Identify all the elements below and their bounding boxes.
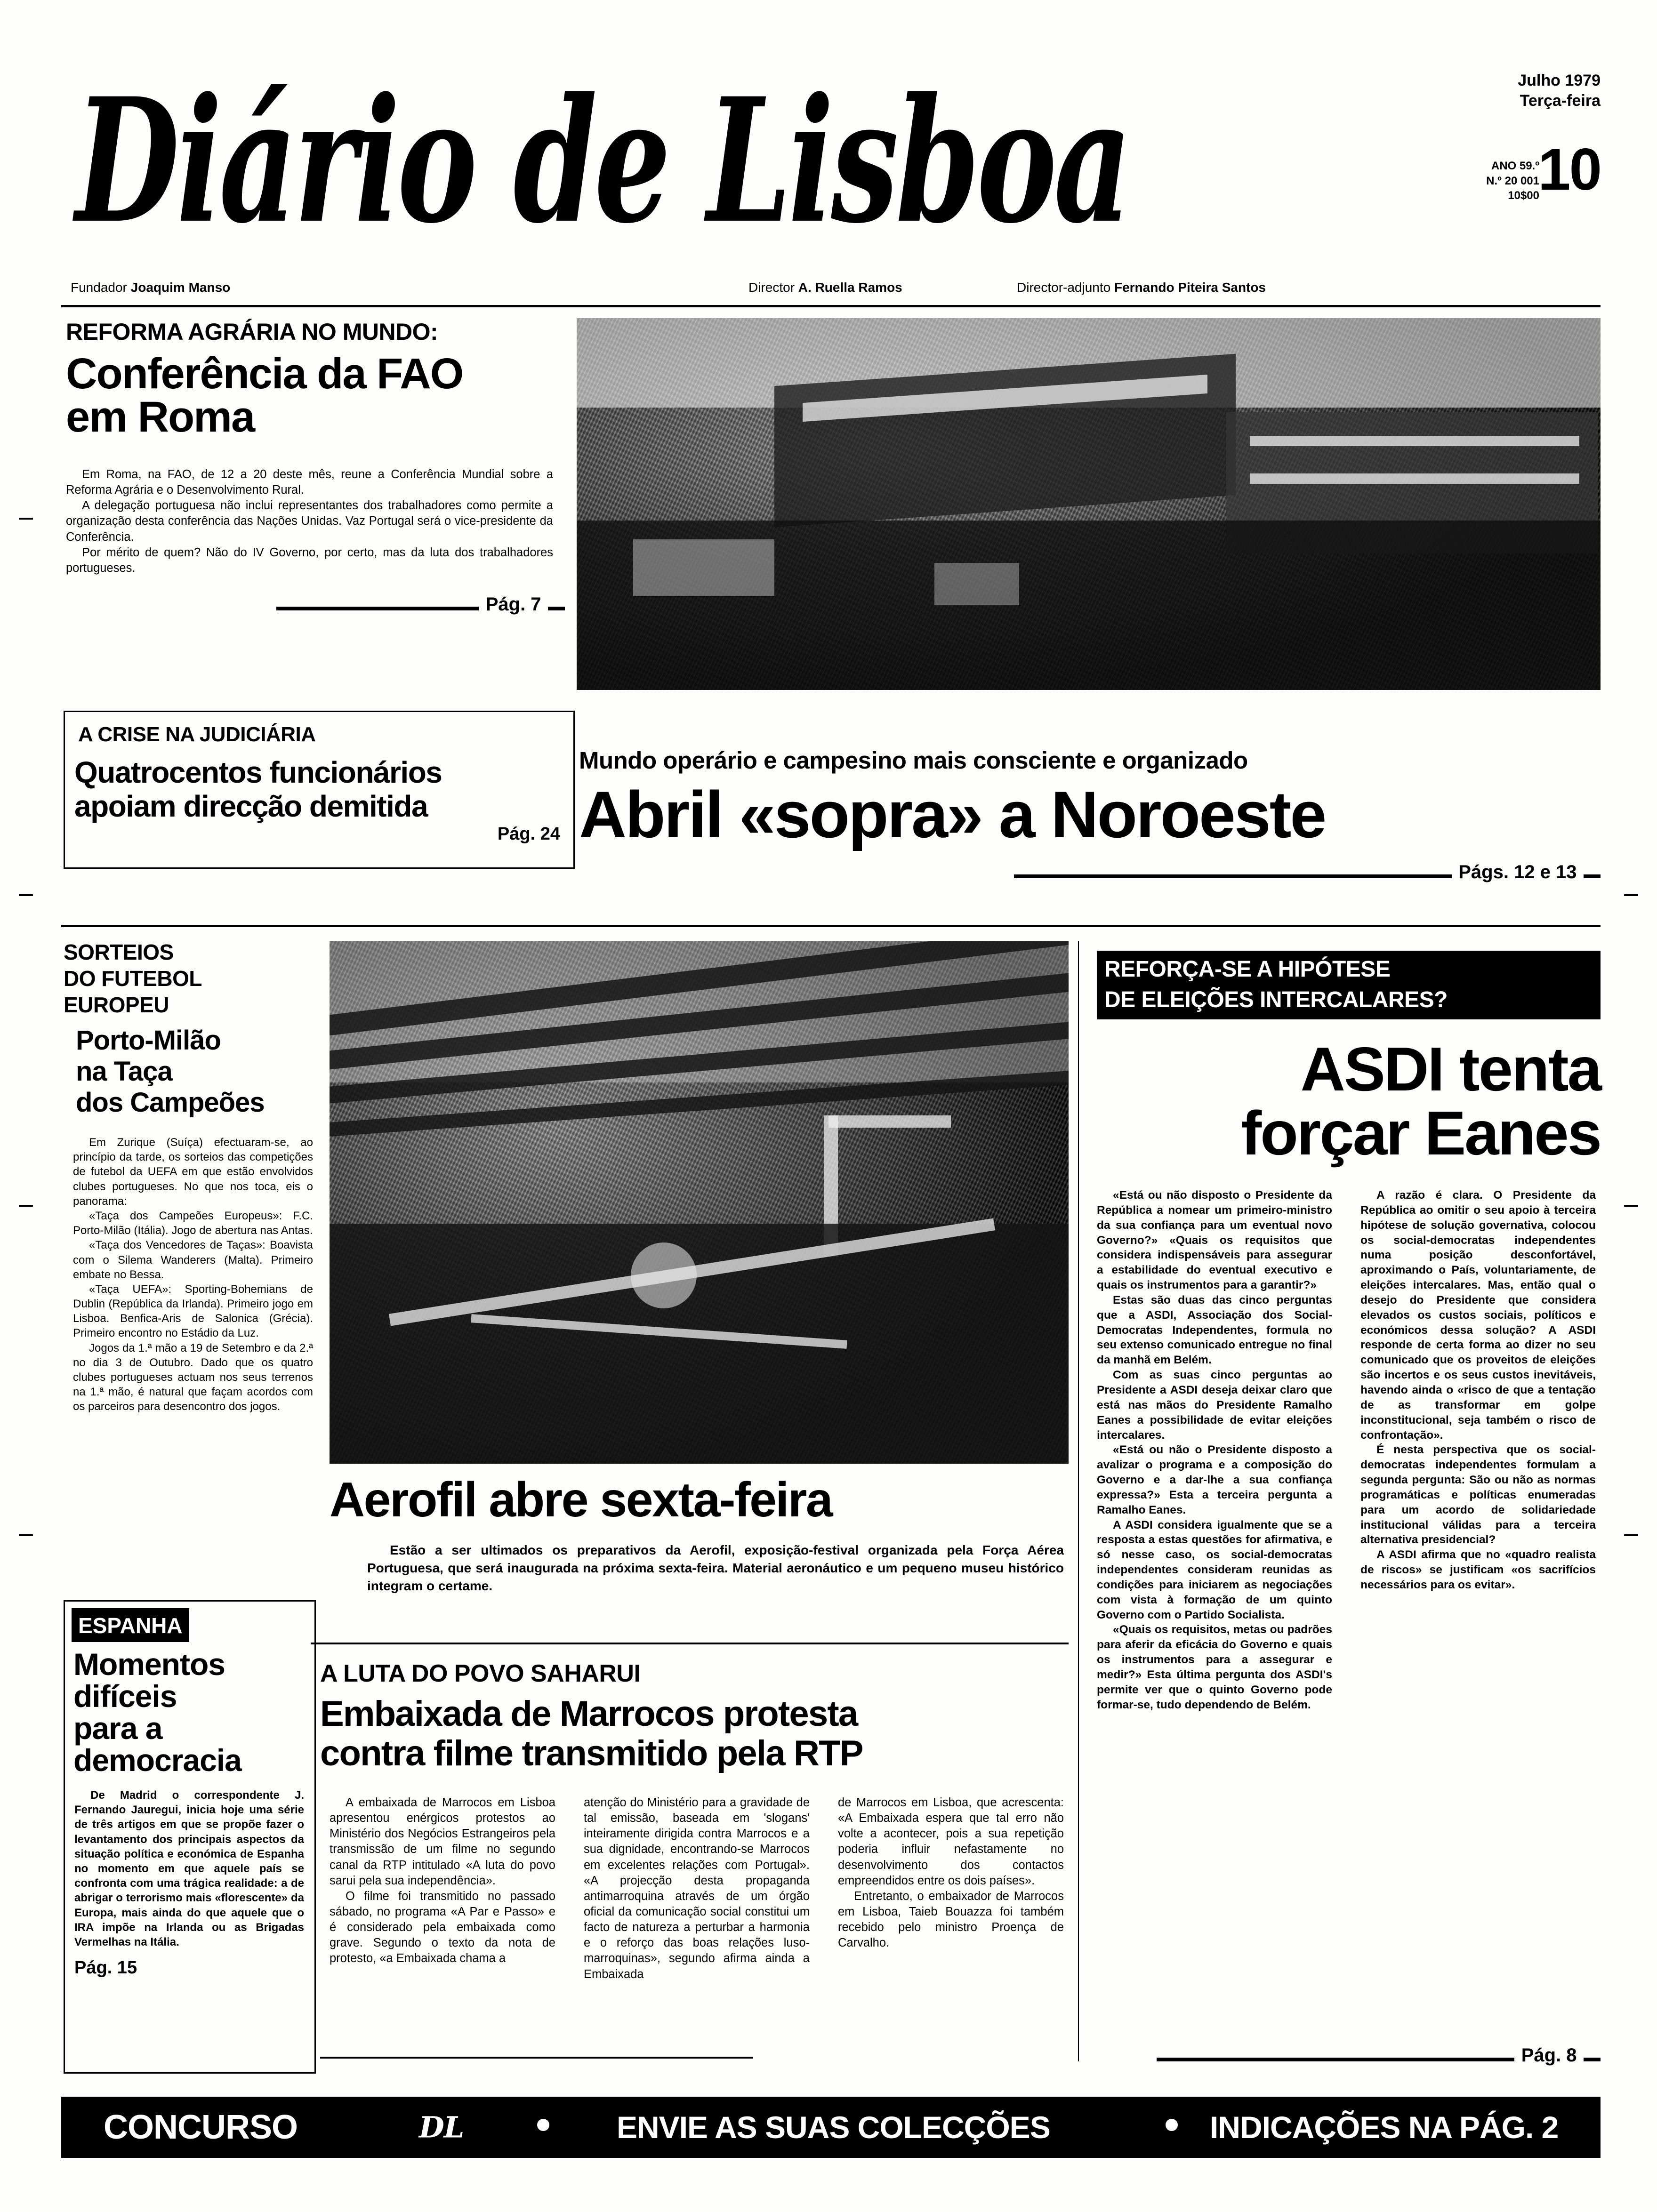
espanha-kicker: ESPANHA — [72, 1608, 189, 1642]
aerofil-paragraph: Estão a ser ultimados os preparativos da Aerofil, exposição-festival organizada pela Força Aérea Portuguesa, que será inaugurada na próxima sexta-feira. Material aeronáutico e um pequeno museu histórico integram o certame. — [367, 1543, 1064, 1593]
article-sorteios — [64, 941, 327, 1414]
judiciaria-kicker: A CRISE NA JUDICIÁRIA — [78, 723, 316, 746]
director-label: Director — [748, 280, 795, 295]
espanha-headline-4: democracia — [73, 1743, 241, 1778]
issue-weekday: Terça-feira — [1520, 91, 1601, 110]
espanha-headline-3: para a — [73, 1711, 162, 1746]
article-judiciaria — [64, 711, 575, 869]
issue-day-number: 10 — [1537, 137, 1601, 202]
photo-aerofil-hangar — [330, 941, 1069, 1464]
asdi-kicker-2: DE ELEIÇÕES INTERCALARES? — [1097, 985, 1601, 1019]
asdi-column-2 — [1360, 1188, 1596, 1593]
registration-tick — [19, 518, 33, 520]
saharui-paragraph: atenção do Ministério para a gravidade de tal emissão, baseada em 'slogans' inteiramente dirigida contra Marrocos e a sua dignidade, encontrando-se Marrocos em excelentes relações com Portugal». «A projecção desta propaganda antimarroquina através de um órgão oficial da comunicação social constitui um facto de natureza a perturbar a harmonia e o reforço das boas relações luso-marroquinas», segundo afirma ainda a Embaixada — [584, 1796, 810, 1981]
asdi-paragraph: A razão é clara. O Presidente da República ao omitir o seu apoio à terceira hipótese de solução governativa, colocou os social-democratas independentes numa posição desconfortável, aproximando o País, voluntariamente, de eleições intercalares. Mas, então qual o desejo do Presidente que considera elevados os custos sociais, políticos e económicos dessa solução? A ASDI responde de certa forma ao dizer no seu comunicado que os proveitos de eleições são incertos e os seus custos inevitáveis, havendo ainda o «risco de que a tentação de as transformar em golpe inconstitucional, seja também o risco de confrontação». — [1360, 1189, 1596, 1442]
issue-number: N.º 20 001 — [1486, 174, 1539, 187]
asdi-page-ref: Pág. 8 — [1521, 2045, 1577, 2066]
judiciaria-headline-line2: apoiam direcção demitida — [74, 789, 428, 823]
asdi-paragraph: Com as suas cinco perguntas ao Presidente a ASDI deseja deixar claro que está nas mãos do Presidente Ramalho Eanes a possibilidade de evitar eleições intercalares. — [1097, 1369, 1332, 1442]
abril-headline: Abril «sopra» a Noroeste — [579, 777, 1326, 851]
registration-tick — [1624, 894, 1638, 896]
asdi-paragraph: É nesta perspectiva que os social-democratas independentes formulam a segunda pergunta: São ou não as normas programáticas e políticas enumeradas para um acordo de solidariedade institucional válidas para a terceira alternativa presidencial? — [1360, 1443, 1596, 1547]
abril-page-ref-row — [579, 862, 1601, 883]
article-abril — [579, 748, 1601, 883]
director-block — [748, 280, 902, 295]
footer-promo-banner[interactable] — [61, 2097, 1601, 2158]
director-name: A. Ruella Ramos — [798, 280, 902, 295]
photo-rural-assembly — [577, 318, 1601, 690]
director-adj-label: Director-adjunto — [1017, 280, 1111, 295]
asdi-headline-1: ASDI tenta — [1300, 1034, 1601, 1104]
founder-label: Fundador — [71, 280, 127, 295]
sorteios-kicker-1: SORTEIOS — [64, 940, 174, 964]
fao-page-ref-row — [66, 594, 565, 615]
article-fao — [66, 320, 570, 615]
sorteios-paragraph: «Taça UEFA»: Sporting-Bohemians de Dublin (República da Irlanda). Primeiro jogo em Lisboa. Benfica-Aris de Salonica (Grécia). Primeiro encontro no Estádio da Luz. — [73, 1282, 313, 1340]
footer-concurso-label: CONCURSO — [104, 2108, 298, 2146]
section-rule-2 — [311, 1643, 1069, 1644]
sorteios-paragraph: Em Zurique (Suíça) efectuaram-se, ao princípio da tarde, os sorteios das competições de futebol da UEFA em que estão envolvidos clubes portugueses. No que nos toca, eis o panorama: — [73, 1136, 313, 1208]
sorteios-headline-1: Porto-Milão — [76, 1025, 221, 1056]
saharui-paragraph: A embaixada de Marrocos em Lisboa apresentou enérgicos protestos ao Ministério dos Negócios Estrangeiros pela transmissão de um filme no segundo canal da RTP intitulado «A luta do povo sarui pela sua independência». — [330, 1796, 555, 1887]
fao-headline-line1: Conferência da FAO — [66, 350, 463, 398]
judiciaria-page-ref: Pág. 24 — [497, 824, 560, 844]
espanha-headline-2: difíceis — [73, 1679, 177, 1714]
fao-headline-line2: em Roma — [66, 393, 255, 441]
espanha-page-ref: Pág. 15 — [74, 1958, 137, 1978]
fao-kicker: REFORMA AGRÁRIA NO MUNDO: — [66, 319, 438, 345]
column-divider-right — [1078, 941, 1079, 2061]
founder-block — [71, 280, 230, 295]
issue-date: Julho 1979 — [1518, 72, 1601, 89]
footer-item-2[interactable]: INDICAÇÕES NA PÁG. 2 — [1210, 2110, 1559, 2145]
registration-tick — [19, 1534, 33, 1536]
abril-kicker: Mundo operário e campesino mais consciente e organizado — [579, 747, 1248, 774]
asdi-paragraph: A ASDI considera igualmente que se a resposta a estas questões for afirmativa, e só nesse caso, os social-democratas independentes consideram reunidas as condições para iniciarem as negociações com vista à formação de um quinto Governo com o Partido Socialista. — [1097, 1518, 1332, 1621]
footer-dl-logo: DL — [419, 2110, 464, 2145]
registration-tick — [1624, 1205, 1638, 1207]
saharui-headline-2: contra filme transmitido pela RTP — [320, 1733, 863, 1773]
founder-name: Joaquim Manso — [130, 280, 231, 295]
saharui-paragraph: O filme foi transmitido no passado sábado, no programa «A Par e Passo» e é considerado pela embaixada como grave. Segundo o texto da nota de protesto, «a Embaixada chama a — [330, 1889, 555, 1965]
registration-tick — [19, 894, 33, 896]
fao-paragraph: Por mérito de quem? Não do IV Governo, por certo, mas da luta dos trabalhadores portugueses. — [66, 545, 553, 575]
fao-paragraph: A delegação portuguesa não inclui representantes dos trabalhadores como permite a organização desta conferência das Nações Unidas. Vaz Portugal será o vice-presidente da Conferência. — [66, 499, 553, 544]
article-espanha — [64, 1600, 316, 2074]
espanha-paragraph: De Madrid o correspondente J. Fernando Jauregui, inicia hoje uma série de três artigos em que se propõe fazer o levantamento dos principais aspectos da situação política e económica de Espanha no momento em que aquele país se confronta com uma trágica realidade: a de abrigar o terrorismo mais «florescente» da Europa, mais ainda do que aquele que o IRA impõe na Irlanda ou as Brigadas Vermelhas na Itália. — [74, 1789, 304, 1948]
asdi-page-ref-row — [1097, 2045, 1601, 2066]
registration-tick — [1624, 1534, 1638, 1536]
abril-page-ref: Págs. 12 e 13 — [1458, 862, 1577, 882]
judiciaria-headline-line1: Quatrocentos funcionários — [74, 755, 442, 789]
asdi-headline-2: forçar Eanes — [1241, 1098, 1601, 1168]
saharui-kicker: A LUTA DO POVO SAHARUI — [320, 1660, 641, 1687]
director-adj-block — [1017, 280, 1266, 295]
espanha-body — [74, 1788, 304, 1949]
asdi-paragraph: «Está ou não disposto o Presidente da República a nomear um primeiro-ministro da sua confiança para um eventual novo Governo?» «Quais os requisitos que considera indispensáveis para assegurar a estabilidade do eventual executivo e quais os instrumentos para a garantir?» — [1097, 1189, 1332, 1292]
issue-price: 10$00 — [1508, 189, 1539, 202]
section-rule-1 — [61, 925, 1601, 927]
sorteios-kicker-2: DO FUTEBOL — [64, 966, 202, 991]
saharui-paragraph: Entretanto, o embaixador de Marrocos em Lisboa, Taieb Bouazza foi também recebido pelo ministro Proença de Carvalho. — [838, 1889, 1064, 1950]
asdi-paragraph: Estas são duas das cinco perguntas que a ASDI, Associação dos Social-Democratas Independentes, formula no seu extenso comunicado entregue no final da manhã em Belém. — [1097, 1293, 1332, 1367]
asdi-paragraph: «Quais os requisitos, metas ou padrões para aferir da eficácia do Governo e quais os instrumentos para a assegurar e medir?» Esta última pergunta dos ASDI's permite ver que o quinto Governo pode formar-se, tudo dependendo de Belém. — [1097, 1623, 1332, 1711]
footer-item-1[interactable]: ENVIE AS SUAS COLECÇÕES — [617, 2110, 1050, 2145]
sorteios-paragraph: «Taça dos Vencedores de Taças»: Boavista com o Silema Wanderers (Malta). Primeiro embate no Bessa. — [73, 1239, 313, 1281]
article-asdi — [1097, 951, 1601, 1711]
fao-paragraph: Em Roma, na FAO, de 12 a 20 deste mês, reune a Conferência Mundial sobre a Reforma Agrária e o Desenvolvimento Rural. — [66, 468, 553, 497]
espanha-headline-1: Momentos — [73, 1647, 225, 1682]
footer-bullet-2 — [1153, 2119, 1190, 2136]
article-saharui — [320, 1661, 1069, 2096]
director-adj-name: Fernando Piteira Santos — [1114, 280, 1266, 295]
saharui-headline-1: Embaixada de Marrocos protesta — [320, 1694, 858, 1734]
asdi-kicker-1: REFORÇA-SE A HIPÓTESE — [1097, 951, 1601, 985]
masthead — [61, 60, 1601, 301]
sorteios-headline-3: dos Campeões — [76, 1087, 265, 1118]
saharui-column-3 — [838, 1795, 1064, 1951]
aerofil-headline: Aerofil abre sexta-feira — [330, 1473, 832, 1527]
saharui-paragraph: de Marrocos em Lisboa, que acrescenta: «A Embaixada espera que tal erro não volte a acontecer, pois a sua repetição poderia influir nefastamente no desenvolvimento dos contactos empreendidos entre os dois países». — [838, 1796, 1064, 1887]
saharui-column-1 — [330, 1795, 555, 1967]
footer-bullet-1 — [525, 2119, 562, 2136]
asdi-paragraph: A ASDI afirma que no «quadro realista de riscos» se justificam «os sacrifícios necessários para os evitar». — [1360, 1548, 1596, 1591]
issue-meta — [1486, 159, 1539, 203]
sorteios-body — [73, 1135, 313, 1414]
asdi-column-1 — [1097, 1188, 1332, 1713]
sorteios-headline-2: na Taça — [76, 1056, 172, 1087]
saharui-column-2 — [584, 1795, 810, 1982]
masthead-info — [1398, 71, 1601, 205]
sorteios-paragraph: «Taça dos Campeões Europeus»: F.C. Porto-Milão (Itália). Jogo de abertura nas Antas. — [73, 1209, 313, 1237]
fao-page-ref: Pág. 7 — [485, 593, 541, 615]
fao-body — [66, 467, 553, 576]
article-aerofil — [330, 1475, 1069, 1595]
issue-year: ANO 59.º — [1491, 160, 1539, 173]
masthead-rule — [61, 305, 1601, 307]
section-rule-3 — [320, 2057, 753, 2059]
paper-title: Diário de Lisboa — [75, 60, 1129, 261]
registration-tick — [19, 1205, 33, 1207]
sorteios-kicker-3: EUROPEU — [64, 993, 169, 1017]
sorteios-paragraph: Jogos da 1.ª mão a 19 de Setembro e da 2.ª no dia 3 de Outubro. Dado que os quatro clubes portugueses actuam nos seus terrenos na 1.ª mão, é natural que façam acordos com os parceiros para desencontro dos jogos. — [73, 1341, 313, 1413]
credits-line — [61, 280, 1601, 299]
asdi-paragraph: «Está ou não o Presidente disposto a avalizar o programa e a composição do Governo e a dar-lhe a sua confiança expressa?» Esta a terceira pergunta a Ramalho Eanes. — [1097, 1443, 1332, 1516]
aerofil-lead — [367, 1541, 1064, 1595]
